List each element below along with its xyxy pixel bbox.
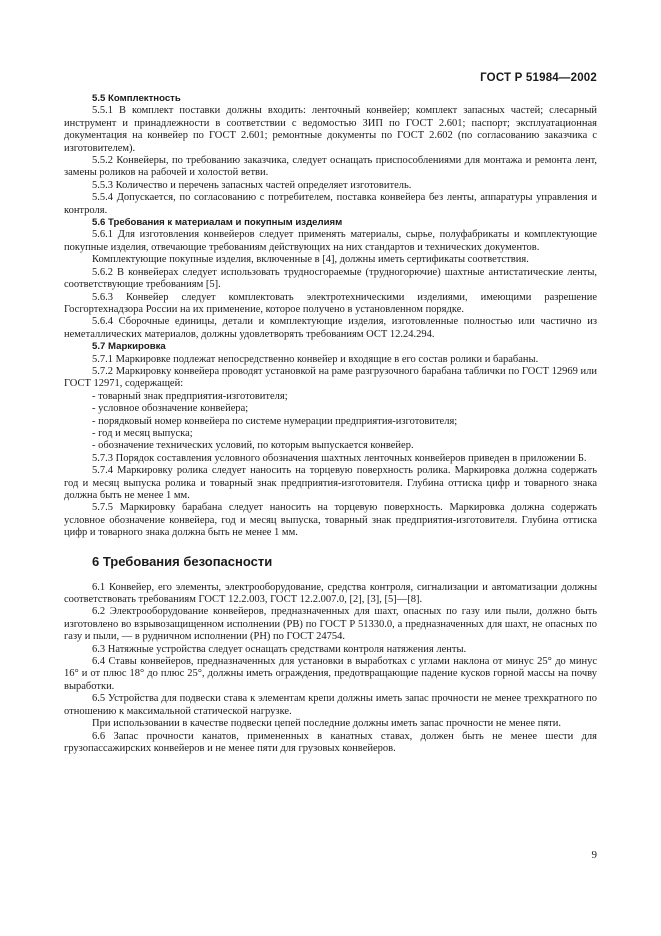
paragraph: 6.4 Ставы конвейеров, предназначенных для установки в выработках с углами наклона от минус 25° до минус 16° и от плюс 18° до плюс 25°, должны иметь ограждения, предотвращающие падение кусков горной массы на почву выработки.: [64, 656, 597, 692]
section-heading: 6 Требования безопасности: [92, 553, 273, 569]
paragraph: 5.5.3 Количество и перечень запасных частей определяет изготовитель.: [92, 179, 412, 191]
paragraph: 5.5.4 Допускается, по согласованию с потребителем, поставка конвейера без ленты, аппаратуры управления и контроля.: [64, 192, 597, 216]
list-item: - порядковый номер конвейера по системе нумерации предприятия-изготовителя;: [92, 415, 458, 427]
list-item: - обозначение технических условий, по которым выпускается конвейер.: [92, 440, 414, 452]
paragraph: 5.5.2 Конвейеры, по требованию заказчика, следует оснащать приспособлениями для монтажа и ремонта лент, замены роликов на рабочей и холостой ветви.: [64, 155, 597, 179]
document-body: [64, 93, 597, 755]
paragraph: 6.3 Натяжные устройства следует оснащать средствами контроля натяжения ленты.: [92, 643, 467, 655]
paragraph: 5.7.4 Маркировку ролика следует наносить на торцевую поверхность ролика. Маркировка должна содержать год и месяц выпуска ролика и товарный знак предприятия-изготовителя. Глубина оттиска цифр и товарного знака должна быть не менее 1 мм.: [64, 465, 597, 501]
paragraph: 6.1 Конвейер, его элементы, электрооборудование, средства контроля, сигнализации и автоматизации должны соответствовать требованиям ГОСТ 12.2.003, ГОСТ 12.2.007.0, [2], [3], [5]—[8].: [64, 581, 597, 606]
paragraph: 6.6 Запас прочности канатов, примененных в канатных ставах, должен быть не менее шести для грузопассажирских конвейеров и не менее пяти для грузовых конвейеров.: [64, 730, 597, 754]
paragraph: 6.2 Электрооборудование конвейеров, предназначенных для шахт, опасных по газу или пыли, должно быть изготовлено во взрывозащищенном исполнении (РВ) по ГОСТ Р 51330.0, а предназначенных для шахт, не опасных по газу и пыли, — в рудничном исполнении (РН) по ГОСТ 24754.: [64, 606, 597, 643]
paragraph: 5.6.2 В конвейерах следует использовать трудносгораемые (трудногорючие) шахтные антистатические ленты, соответствующие требованиям [5].: [64, 266, 597, 291]
paragraph: 5.5.1 В комплект поставки должны входить: ленточный конвейер; комплект запасных частей; слесарный инструмент и принадлежности в соответствии с ведомостью ЗИП по ГОСТ 2.601; паспорт; эксплуатационная документация на конвейер по ГОСТ 2.601; ремонтные документы по ГОСТ 2.602 (по согласованию заказчика с изготовителем).: [64, 105, 597, 154]
paragraph: 5.7.2 Маркировку конвейера проводят установкой на раме разгрузочного барабана таблички по ГОСТ 12969 или ГОСТ 12971, содержащей:: [64, 365, 597, 390]
list-item: - товарный знак предприятия-изготовителя;: [92, 390, 288, 402]
paragraph: 5.7.5 Маркировку барабана следует наносить на торцевую поверхность. Маркировка должна содержать условное обозначение конвейера, год и месяц выпуска, товарный знак предприятия-изготовителя. Глубина оттиска цифр и товарного знака должна быть не менее 1 мм.: [64, 502, 597, 539]
subsection-heading: 5.5 Комплектность: [92, 93, 181, 104]
paragraph: 5.7.1 Маркировке подлежат непосредственно конвейер и входящие в его состав ролики и барабаны.: [92, 353, 539, 365]
list-item: - год и месяц выпуска;: [92, 427, 193, 439]
paragraph: Комплектующие покупные изделия, включенные в [4], должны иметь сертификаты соответствия.: [92, 254, 529, 266]
standard-id: ГОСТ Р 51984—2002: [480, 72, 597, 84]
subsection-heading: 5.7 Маркировка: [92, 341, 166, 353]
paragraph: 5.7.3 Порядок составления условного обозначения шахтных ленточных конвейеров приведен в приложении Б.: [92, 452, 587, 464]
page-number: 9: [591, 849, 597, 861]
paragraph: 5.6.4 Сборочные единицы, детали и комплектующие изделия, изготовленные полностью или частично из неметаллических материалов, должны удовлетворять требованиям ОСТ 12.24.294.: [64, 316, 597, 340]
paragraph: 6.5 Устройства для подвески става к элементам крепи должны иметь запас прочности не менее трехкратного по отношению к максимальной статической нагрузке.: [64, 693, 597, 717]
paragraph: При использовании в качестве подвески цепей последние должны иметь запас прочности не менее пяти.: [92, 718, 561, 730]
paragraph: 5.6.1 Для изготовления конвейеров следует применять материалы, сырье, полуфабрикаты и комплектующие покупные изделия, отвечающие требованиям действующих на них стандартов и технических документов.: [64, 229, 597, 253]
paragraph: 5.6.3 Конвейер следует комплектовать электротехническими изделиями, имеющими разрешение Госгортехнадзора России на их применение, которое получено в установленном порядке.: [64, 291, 597, 315]
list-item: - условное обозначение конвейера;: [92, 403, 249, 415]
subsection-heading: 5.6 Требования к материалам и покупным изделиям: [92, 217, 343, 229]
